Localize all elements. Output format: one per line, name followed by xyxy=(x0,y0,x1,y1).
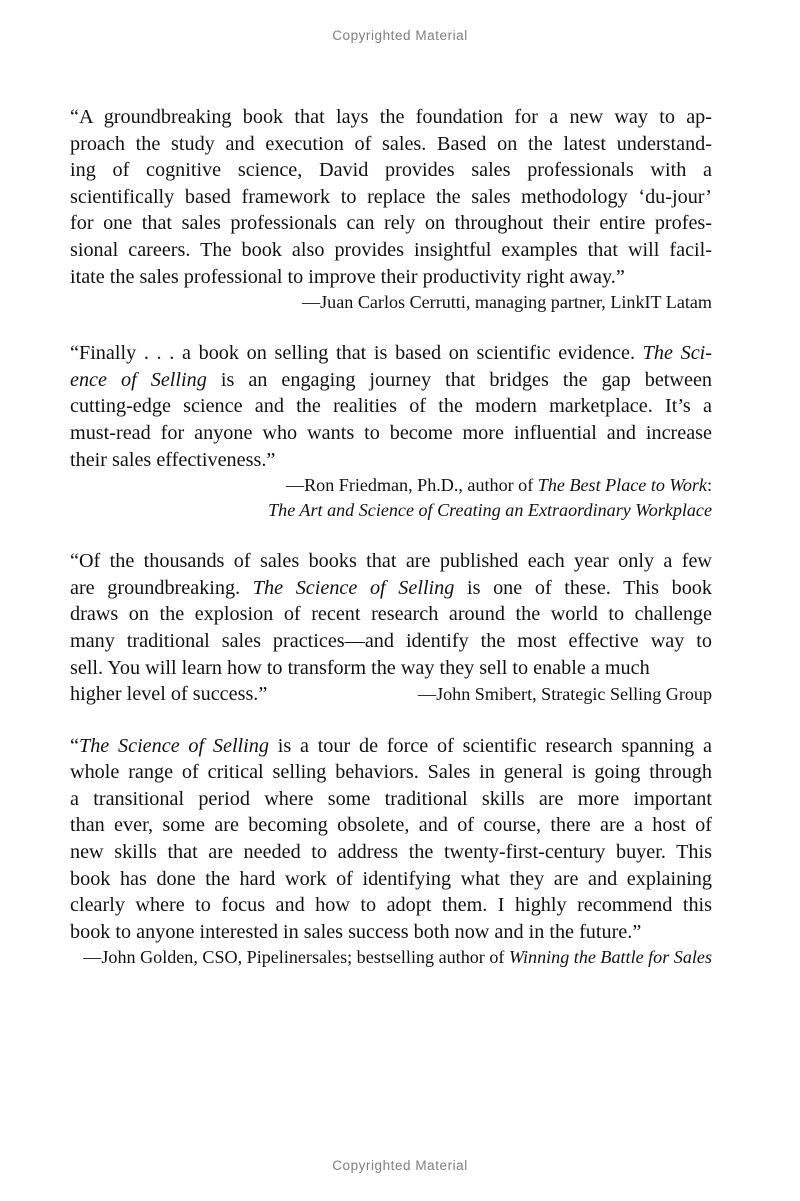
blurb-attribution xyxy=(70,290,712,315)
text-run: “Finally . . . a book on selling that is based on scientific evidence. xyxy=(70,342,643,365)
text-line xyxy=(70,759,712,786)
italic-title: ence of Selling xyxy=(70,368,207,391)
blurb-smibert xyxy=(70,548,712,708)
text-line xyxy=(70,892,712,919)
text-line xyxy=(70,601,712,628)
blurb-quote-end: higher level of success.” xyxy=(70,683,268,706)
text-line: proach the study and execution of sales. Based on the latest understand- xyxy=(70,132,712,155)
watermark-header: Copyrighted Material xyxy=(332,28,468,43)
text-run: is one of these. This book xyxy=(454,576,712,599)
text-line xyxy=(70,420,712,447)
text-line: ing of cognitive science, David provides sales professionals with a xyxy=(70,159,712,182)
attribution-line: —Juan Carlos Cerrutti, managing partner, LinkIT Latam xyxy=(302,292,712,313)
text-line xyxy=(70,866,712,893)
text-run: clearly where to focus and how to adopt them. I highly recommend this xyxy=(70,894,712,917)
text-run: —John Golden, CSO, Pipelinersales; bestselling author of xyxy=(83,947,509,968)
text-run: “ xyxy=(70,734,79,757)
italic-title: The Science of Selling xyxy=(78,734,269,757)
attribution-line xyxy=(70,498,712,523)
text-run: new skills that are needed to address the twenty-first-century buyer. This xyxy=(70,841,712,864)
italic-title: The Art and Science of Creating an Extraordinary Workplace xyxy=(268,500,712,521)
text-line: “A groundbreaking book that lays the foundation for a new way to ap- xyxy=(70,106,712,128)
text-line: for one that sales professionals can rely on throughout their entire profes- xyxy=(70,212,712,235)
blurb-cerrutti xyxy=(70,104,712,315)
text-run: is an engaging journey that bridges the gap between xyxy=(206,368,713,391)
text-run: book has done the hard work of identifying what they are and explaining xyxy=(70,867,712,890)
blurb-friedman xyxy=(70,340,712,523)
text-line xyxy=(70,839,712,866)
text-line xyxy=(70,367,712,394)
text-run: draws on the explosion of recent research around the world to challenge xyxy=(70,603,712,626)
text-run: “Of the thousands of sales books that are published each year only a few xyxy=(70,550,712,573)
italic-title: The Sci- xyxy=(642,342,712,365)
text-line xyxy=(70,393,712,420)
praise-text-block xyxy=(70,104,712,970)
attribution-line xyxy=(70,473,712,498)
text-line xyxy=(70,548,712,575)
text-line xyxy=(70,628,712,655)
attribution-line xyxy=(70,945,712,970)
blurb-body xyxy=(70,340,712,473)
text-run: is a tour de force of scientific research spanning a xyxy=(268,734,712,757)
blurb-attribution: —John Smibert, Strategic Selling Group xyxy=(418,684,712,705)
italic-title: The Best Place to Work xyxy=(537,475,707,496)
text-line xyxy=(70,575,712,602)
text-run: are groundbreaking. xyxy=(70,576,253,599)
text-run: must-read for anyone who wants to become more influential and increase xyxy=(70,421,712,444)
blurb-attribution xyxy=(70,473,712,523)
text-run: cutting-edge science and the realities of the modern marketplace. It’s a xyxy=(70,395,712,418)
blurb-attribution xyxy=(70,945,712,970)
text-line xyxy=(70,655,712,682)
blurb-body xyxy=(70,104,712,290)
text-line xyxy=(70,919,712,946)
italic-title: Winning the Battle for Sales xyxy=(508,947,712,968)
text-line xyxy=(70,786,712,813)
text-line xyxy=(70,447,712,474)
text-run: than ever, some are becoming obsolete, and of course, there are a host of xyxy=(70,814,712,837)
text-run: many traditional sales practices—and identify the most effective way to xyxy=(70,629,712,652)
text-run: : xyxy=(706,475,712,496)
italic-title: The Science of Selling xyxy=(252,576,455,599)
text-line xyxy=(70,812,712,839)
blurb-golden xyxy=(70,733,712,971)
text-line: itate the sales professional to improve their productivity right away.” xyxy=(70,265,625,288)
text-line xyxy=(70,340,712,367)
blurb-body xyxy=(70,548,712,681)
blurb-last-line-with-attribution xyxy=(70,681,712,708)
text-run: book to anyone interested in sales success both now and in the future.” xyxy=(70,920,642,943)
text-run: a transitional period where some traditional skills are more important xyxy=(70,787,712,810)
text-run: whole range of critical selling behaviors. Sales in general is going through xyxy=(70,761,712,784)
text-run: —Ron Friedman, Ph.D., author of xyxy=(285,475,538,496)
text-run: their sales effectiveness.” xyxy=(70,448,276,471)
text-line: scientifically based framework to replace the sales methodology ‘du-jour’ xyxy=(70,185,712,208)
text-line xyxy=(70,733,712,760)
text-line: sional careers. The book also provides insightful examples that will facil- xyxy=(70,238,712,261)
watermark-footer: Copyrighted Material xyxy=(332,1158,468,1173)
blurb-body xyxy=(70,733,712,946)
text-run: sell. You will learn how to transform the way they sell to enable a much xyxy=(70,656,650,679)
